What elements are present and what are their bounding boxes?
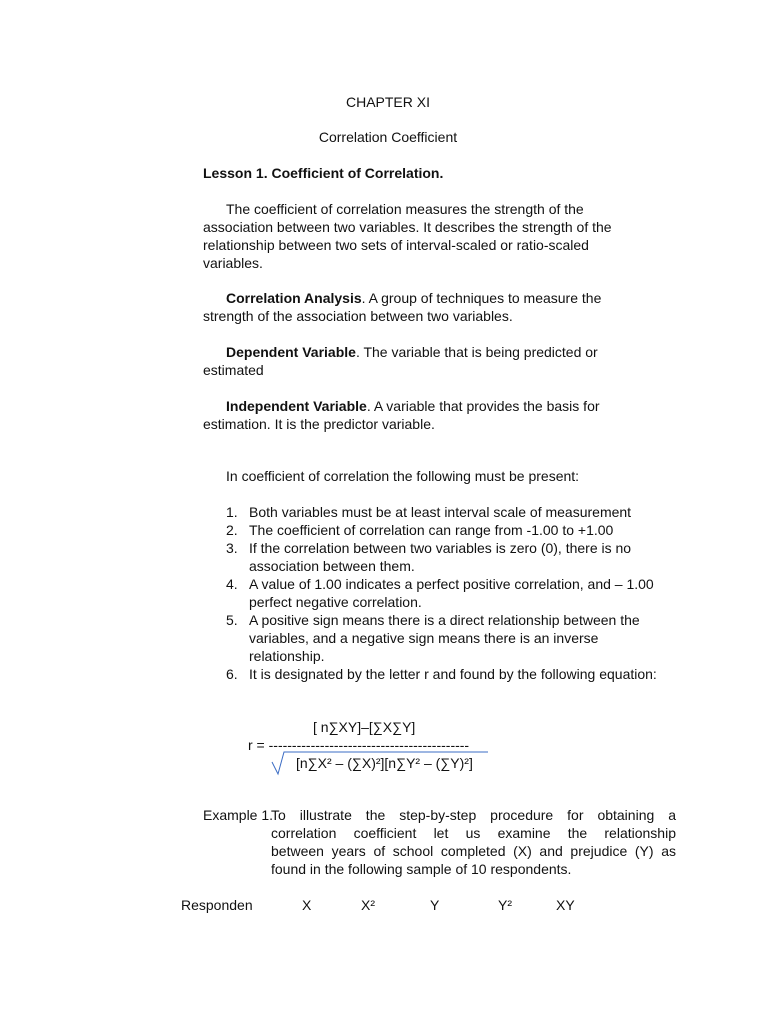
list-text: A positive sign means there is a direct relationship between the variables, and a negative sign means there is an inverse relationship. xyxy=(249,612,640,664)
chapter-heading: CHAPTER XI xyxy=(345,94,430,110)
definition-dependent-variable xyxy=(203,343,623,379)
intro-paragraph: The coefficient of correlation measures the strength of the association between two variables. It describes the strength of the relationship between two sets of interval-scaled or ratio-scaled variables. xyxy=(203,201,612,271)
table-header-x-squared: X² xyxy=(361,897,375,913)
definition-term: Dependent Variable xyxy=(226,344,356,360)
definition-correlation-analysis xyxy=(203,289,643,325)
equation-lhs: r = ------------------------------------------- xyxy=(248,737,470,753)
list-item xyxy=(226,503,671,521)
definition-text: . A variable that provides the basis for estimation. It is the predictor variable. xyxy=(203,398,600,432)
list-item xyxy=(226,539,671,575)
list-number: 2. xyxy=(226,522,238,538)
list-number: 1. xyxy=(226,504,238,520)
table-header-y: Y xyxy=(430,897,440,913)
table-header-respondent: Responden xyxy=(181,897,253,913)
definition-text: . The variable that is being predicted or estimated xyxy=(203,344,598,378)
list-number: 5. xyxy=(226,612,238,628)
list-text: A value of 1.00 indicates a perfect positive correlation, and – 1.00 perfect negative correlation. xyxy=(249,576,654,610)
list-text: If the correlation between two variables is zero (0), there is no association between them. xyxy=(249,540,632,574)
table-header-xy: XY xyxy=(556,897,575,913)
example-line: found in the following sample of 10 respondents. xyxy=(271,861,572,877)
definition-term: Correlation Analysis xyxy=(226,290,362,306)
chapter-subtitle: Correlation Coefficient xyxy=(318,129,458,145)
example-line: between years of school completed (X) and prejudice (Y) as xyxy=(271,843,676,859)
list-item xyxy=(226,575,671,611)
definition-text: . A group of techniques to measure the strength of the association between two variables. xyxy=(203,290,602,324)
conditions-intro: In coefficient of correlation the following must be present: xyxy=(226,468,580,484)
list-item xyxy=(226,665,661,683)
table-header-x: X xyxy=(302,897,312,913)
definition-term: Independent Variable xyxy=(226,398,367,414)
list-text: The coefficient of correlation can range from -1.00 to +1.00 xyxy=(249,522,614,538)
list-item xyxy=(226,521,671,539)
list-item xyxy=(226,611,661,665)
list-number: 6. xyxy=(226,666,238,682)
list-text: Both variables must be at least interval scale of measurement xyxy=(249,504,632,520)
conditions-list xyxy=(226,503,671,683)
example-body xyxy=(271,806,676,878)
example-line: To illustrate the step-by-step procedure for obtaining a xyxy=(271,807,676,823)
lesson-title: Lesson 1. Coefficient of Correlation. xyxy=(203,165,444,181)
equation-numerator: [ n∑XY]–[∑X∑Y] xyxy=(313,719,416,735)
example-label: Example 1. xyxy=(203,807,274,823)
list-number: 3. xyxy=(226,540,238,556)
example-line: correlation coefficient let us examine the relationship xyxy=(271,825,676,841)
list-text: It is designated by the letter r and found by the following equation: xyxy=(249,666,657,682)
table-header-y-squared: Y² xyxy=(498,897,512,913)
definition-independent-variable xyxy=(203,397,643,433)
equation-denominator: [n∑X² – (∑X)²][n∑Y² – (∑Y)²] xyxy=(296,755,473,771)
list-number: 4. xyxy=(226,576,238,592)
